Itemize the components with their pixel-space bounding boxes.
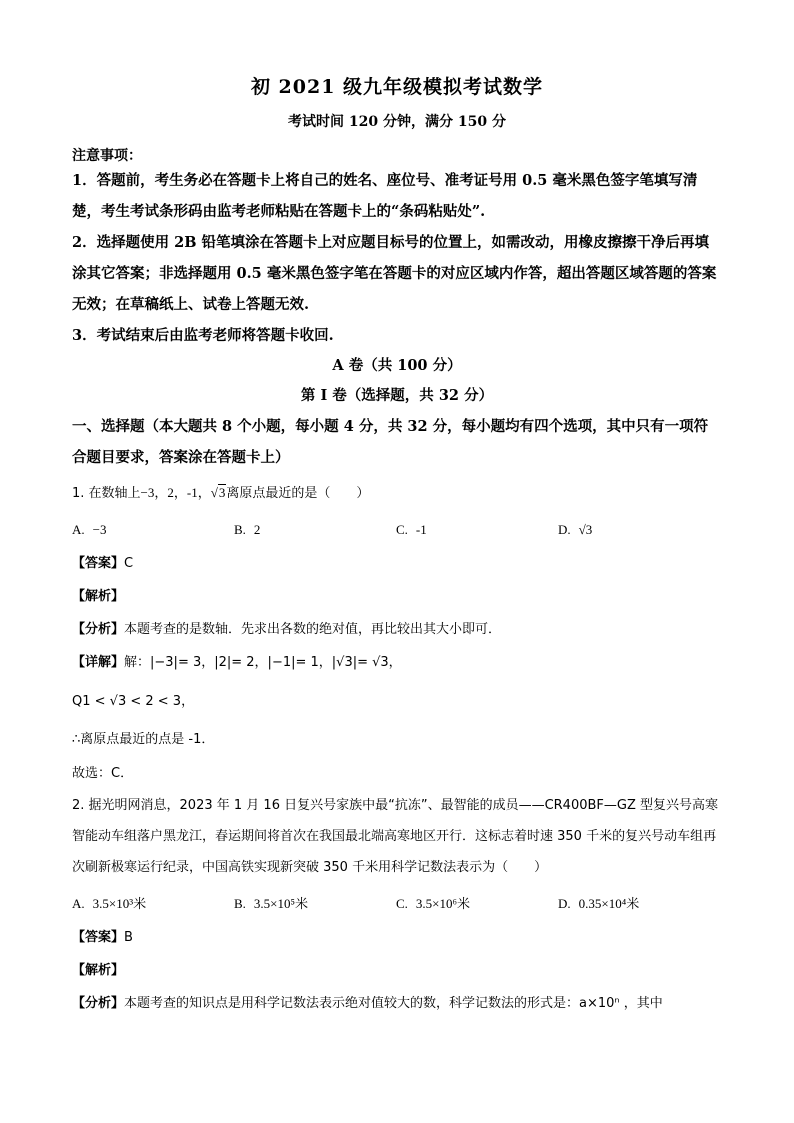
q2-option-d-letter: D. bbox=[558, 896, 571, 911]
q1-sqrt bbox=[211, 483, 227, 503]
part-a-heading: A 卷（共 100 分） bbox=[332, 357, 462, 374]
q1-option-d-letter: D. bbox=[558, 522, 571, 537]
q2-fenxi-line bbox=[72, 992, 722, 1011]
q1-answer-value: C bbox=[124, 556, 134, 571]
answer-tag: 【答案】 bbox=[72, 556, 125, 571]
q1-option-b-letter: B. bbox=[234, 522, 246, 537]
fenxi-tag: 【分析】 bbox=[72, 996, 125, 1011]
q2-answer-line bbox=[72, 926, 722, 945]
q2-option-d-text: 0.35×10⁴米 bbox=[578, 896, 640, 911]
q1-option-c-letter: C. bbox=[396, 522, 408, 537]
q1-fenxi-line bbox=[72, 618, 722, 637]
notice-item-3: 3．考试结束后由监考老师将答题卡收回. bbox=[72, 327, 334, 344]
question-2-stem: 2. 据光明网消息，2023 年 1 月 16 日复兴号家族中最“抗冻”、最智能的成员——CR400BF—GZ 型复兴号高寒智能动车组落户黑龙江，春运期间将首次在我国最北端高寒地区开行．这标志着时速 350 千米的复兴号动车组再次刷新极寒运行纪录，中国高铁实现新突破 350 千米用科学记数法表示为（ ） bbox=[72, 798, 718, 875]
page-title: 初 2021 级九年级模拟考试数学 bbox=[250, 76, 544, 98]
q2-option-c bbox=[396, 893, 558, 912]
question-2-options bbox=[72, 893, 722, 912]
q1-option-d bbox=[558, 522, 720, 538]
q1-option-a-letter: A. bbox=[72, 522, 85, 537]
notice-heading: 注意事项： bbox=[72, 148, 142, 164]
fenxi-tag: 【分析】 bbox=[72, 622, 125, 637]
analysis-tag: 【解析】 bbox=[72, 589, 125, 604]
answer-tag: 【答案】 bbox=[72, 930, 125, 945]
q2-option-a-text: 3.5×10³米 bbox=[92, 896, 147, 911]
q2-answer-value: B bbox=[124, 930, 133, 945]
q1-fenxi-text: 本题考查的是数轴．先求出各数的绝对值，再比较出其大小即可． bbox=[124, 622, 502, 637]
q1-sqrt-radicand: 3 bbox=[218, 485, 226, 500]
q1-detail-line bbox=[72, 651, 722, 670]
q2-option-c-letter: C. bbox=[396, 896, 408, 911]
detail-tag: 【详解】 bbox=[72, 655, 125, 670]
q2-option-b-text: 3.5×10⁵米 bbox=[253, 896, 309, 911]
q2-fenxi-text: 本题考查的知识点是用科学记数法表示绝对值较大的数，科学记数法的形式是：a×10ⁿ ，其中 bbox=[124, 996, 663, 1011]
q1-option-c-text: -1 bbox=[415, 522, 427, 537]
q2-option-b-letter: B. bbox=[234, 896, 246, 911]
q2-analysis-line bbox=[72, 959, 722, 978]
question-1-options bbox=[72, 522, 722, 538]
q2-option-a-letter: A. bbox=[72, 896, 85, 911]
q1-inequality: Q1 < √3 < 2 < 3， bbox=[72, 694, 195, 709]
q1-stem-suffix: 离原点最近的是（ ） bbox=[226, 486, 370, 501]
q1-option-b-text: 2 bbox=[253, 522, 261, 537]
q2-option-b bbox=[234, 893, 396, 912]
q2-option-d bbox=[558, 893, 720, 912]
q1-analysis-line bbox=[72, 585, 722, 604]
exam-time-info: 考试时间 120 分钟，满分 150 分 bbox=[288, 114, 506, 130]
q1-choice: 故选：C． bbox=[72, 766, 134, 781]
q2-option-c-text: 3.5×10⁶米 bbox=[415, 896, 471, 911]
q1-option-c bbox=[396, 522, 558, 538]
part-1-heading: 第 I 卷（选择题，共 32 分） bbox=[300, 387, 494, 404]
q2-option-a bbox=[72, 893, 234, 912]
q1-conclusion: ∴离原点最近的点是 -1． bbox=[72, 732, 215, 747]
notice-item-2: 2．选择题使用 2B 铅笔填涂在答题卡上对应题目标号的位置上，如需改动，用橡皮擦擦干净后再填涂其它答案；非选择题用 0.5 毫米黑色签字笔在答题卡的对应区域内作答，超出答题区域答题的答案无效；在草稿纸上、试卷上答题无效. bbox=[72, 234, 717, 313]
q1-option-a bbox=[72, 522, 234, 538]
q1-option-b bbox=[234, 522, 396, 538]
q1-detail-text: 解：|−3|= 3，|2|= 2，|−1|= 1，|√3|= √3， bbox=[124, 655, 402, 670]
q1-sqrt-symbol: √ bbox=[210, 485, 218, 500]
q1-stem-values: −3，2，-1， bbox=[140, 485, 211, 500]
q1-option-d-text: √3 bbox=[578, 522, 593, 537]
notice-item-1: 1．答题前，考生务必在答题卡上将自己的姓名、座位号、准考证号用 0.5 毫米黑色签字笔填写清楚，考生考试条形码由监考老师粘贴在答题卡上的“条码粘贴处”. bbox=[72, 172, 698, 220]
exam-page bbox=[72, 68, 722, 1011]
q1-option-a-text: −3 bbox=[92, 522, 107, 537]
section-1-heading: 一、选择题（本大题共 8 个小题，每小题 4 分，共 32 分，每小题均有四个选项，其中只有一项符合题目要求，答案涂在答题卡上） bbox=[72, 418, 709, 466]
analysis-tag: 【解析】 bbox=[72, 963, 125, 978]
q1-stem-prefix: 1. 在数轴上 bbox=[72, 486, 141, 501]
question-1-stem bbox=[72, 483, 722, 504]
q1-answer-line bbox=[72, 552, 722, 571]
